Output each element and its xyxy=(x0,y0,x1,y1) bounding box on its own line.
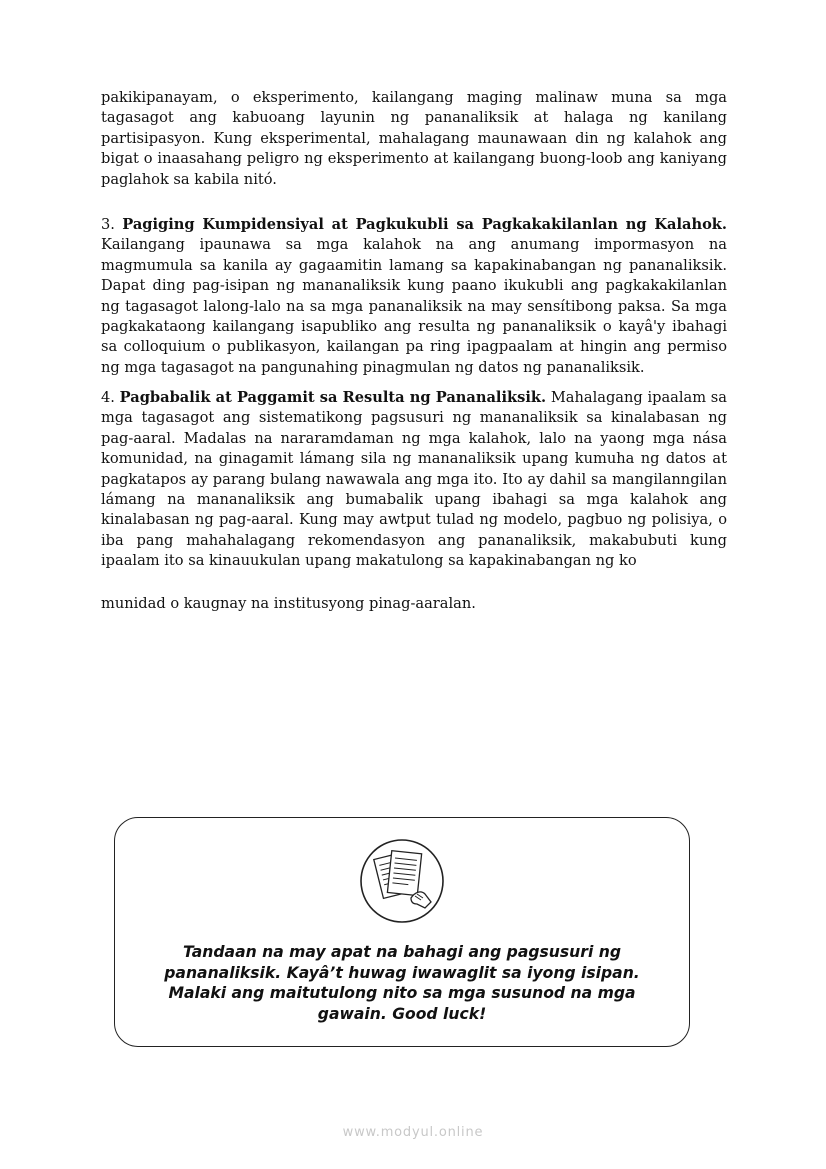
paragraph-text: Kailangang ipaunawa sa mga kalahok na ang anumang impormasyon na magmumula sa kanila ay gagaamitin lamang sa kapakinabangan ng pananaliksik. Dapat ding pag-isipan ng mananaliksik kung paano ikukubli ang pagkakakilanlan ng tagasagot lalong-lalo na sa mga pananaliksik na may sensítibong paksa. Sa mga pagkakataong kailangang isapubliko ang resulta ng pananaliksik o kayâ'y ibahagi sa colloquium o publikasyon, kailangan pa ring ipagpaalam at hingin ang permiso ng mga tagasagot na pangunahing pinagmulan ng datos ng pananaliksik. xyxy=(101,236,727,376)
reminder-box xyxy=(114,817,690,1047)
item-number: 3. xyxy=(101,216,115,233)
item-number: 4. xyxy=(101,389,115,406)
paragraph-text: munidad o kaugnay na institusyong pinag-aaralan. xyxy=(101,595,476,612)
documents-in-hand-icon xyxy=(359,838,445,924)
paragraph-text: pakikipanayam, o eksperimento, kailangang maging malinaw muna sa mga tagasagot ang kabuoang layunin ng pananaliksik at halaga ng kanilang partisipasyon. Kung eksperimental, mahalagang maunawaan din ng kalahok ang bigat o inaasahang peligro ng eksperimento at kailangang buong-loob ang kaniyang paglahok sa kabila nitó. xyxy=(101,89,727,188)
item-heading: Pagbabalik at Paggamit sa Resulta ng Pananaliksik. xyxy=(119,389,547,406)
paragraph-text: Mahalagang ipaalam sa mga tagasagot ang sistematikong pagsusuri ng mananaliksik sa kinalabasan ng pag-aaral. Madalas na nararamdaman ng mga kalahok, lalo na yaong mga násа komunidad, na ginagamit lámang sila ng mananaliksik upang kumuha ng datos at pagkatapos ay parang bulang nawawala ang mga ito. Ito ay dahil sa mangilanngilan lámang na mananaliksik ang bumabalik upang ibahagi sa mga kalahok ang kinalabasan ng pag-aaral. Kung may awtput tulad ng modelo, pagbuo ng polisiya, o iba pang mahahalagang rekomendasyon ang pananaliksik, makabubuti kung ipaalam ito sa kinauukulan upang makatulong sa kapakinabangan ng ko xyxy=(101,389,727,570)
item-heading: Pagiging Kumpidensiyal at Pagkukubli sa Pagkakakilanlan ng Kalahok. xyxy=(122,216,728,233)
paragraph-confidentiality xyxy=(101,215,727,378)
paragraph-intro-continuation xyxy=(101,88,727,190)
footer-watermark: www.modyul.online xyxy=(342,1125,484,1140)
paragraph-results-return xyxy=(101,388,727,572)
reminder-text: Tandaan na may apat na bahagi ang pagsusuri ng pananaliksik. Kayâ’t huwag iwawaglit sa iyong isipan. Malaki ang maitutulong nito sa mga susunod na mga gawain. Good luck! xyxy=(164,943,640,1023)
paragraph-continuation xyxy=(101,594,727,614)
